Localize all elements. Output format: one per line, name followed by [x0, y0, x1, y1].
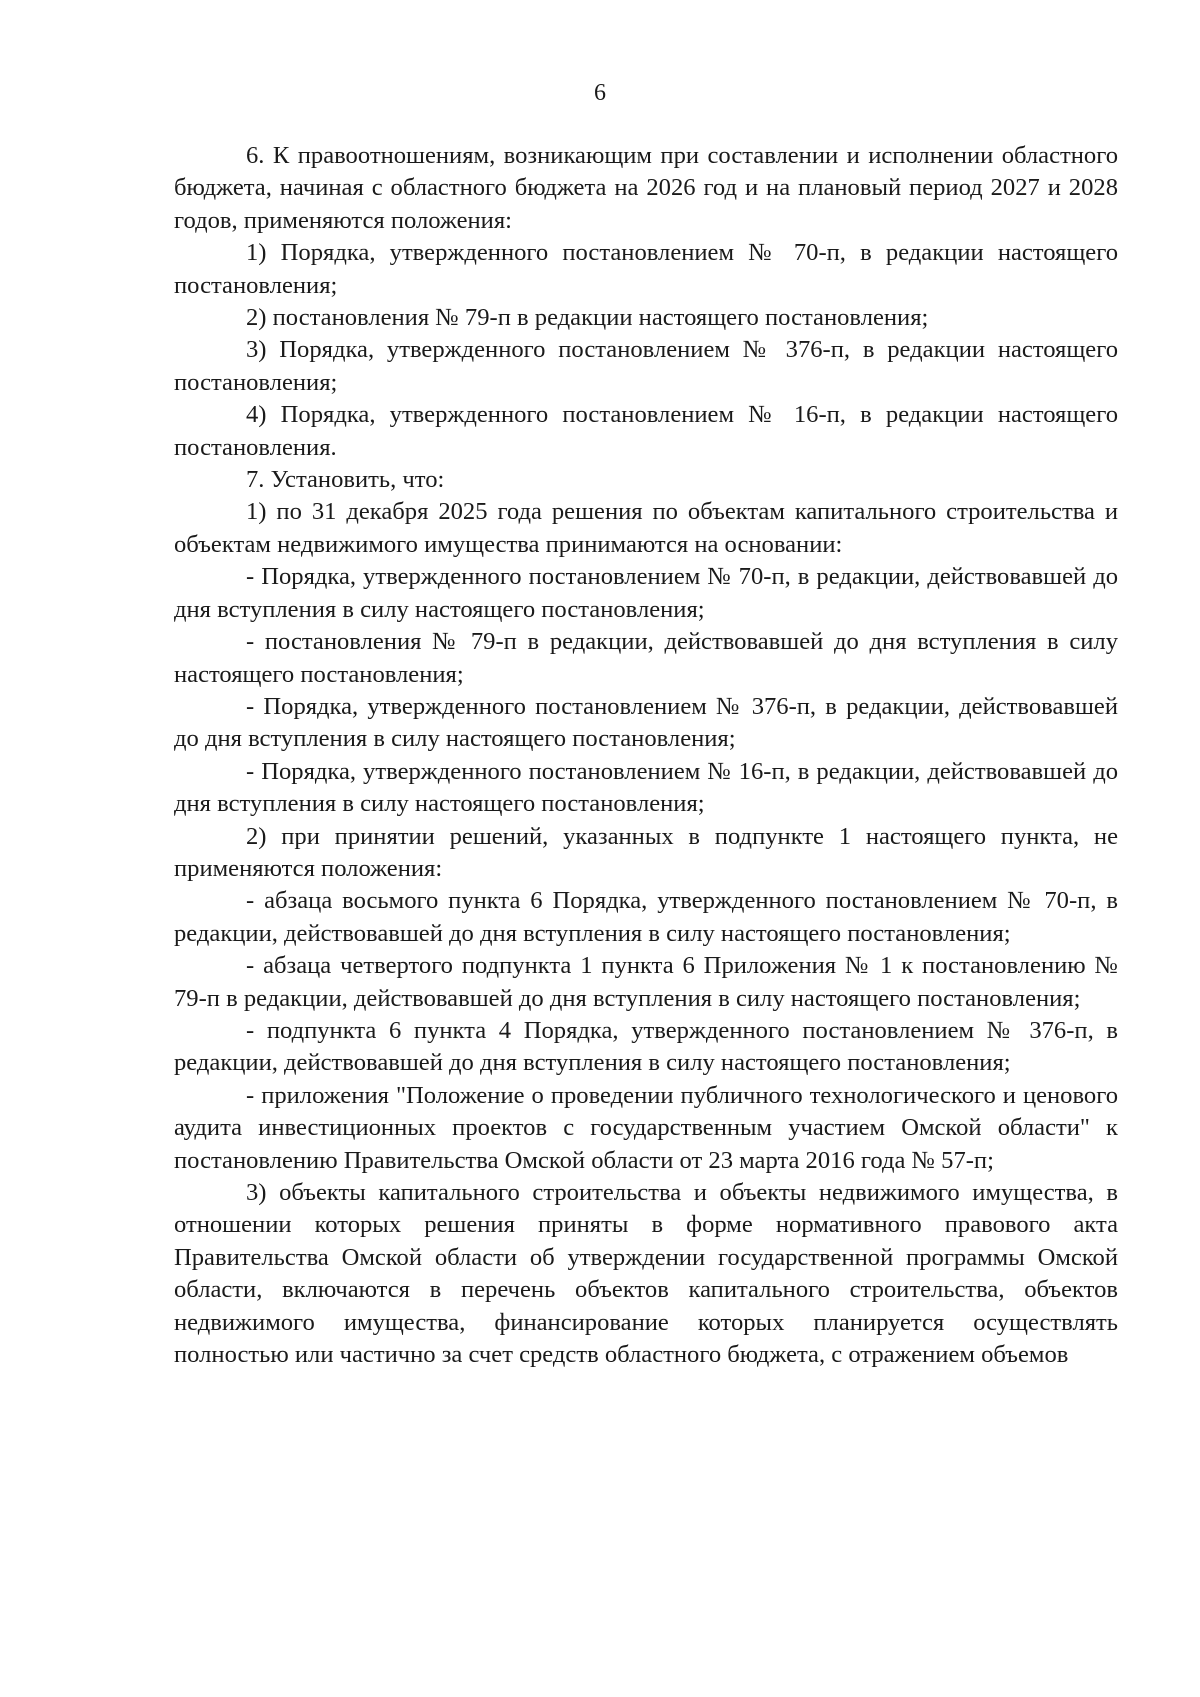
- paragraph-item-7-2: 2) при принятии решений, указанных в подпункте 1 настоящего пункта, не применяются положения:: [174, 822, 1118, 882]
- paragraph-dash-1: - Порядка, утвержденного постановлением № 70-п, в редакции, действовавшей до дня вступления в силу настоящего постановления;: [174, 563, 1118, 623]
- paragraph-dash-4: - Порядка, утвержденного постановлением № 16-п, в редакции, действовавшей до дня вступления в силу настоящего постановления;: [174, 757, 1118, 818]
- paragraph-dash-8: - приложения "Положение о проведении публичного технологического и ценового аудита инвестиционных проектов с государственным участием Омской области" к постановлению Правительства Омской области от 23 марта 2016 года № 57-п;: [174, 1081, 1118, 1174]
- paragraph-item-7-intro: 7. Установить, что:: [246, 466, 445, 494]
- paragraph-dash-7: - подпункта 6 пункта 4 Порядка, утвержденного постановлением № 376-п, в редакции, действовавшей до дня вступления в силу настоящего постановления;: [174, 1016, 1118, 1077]
- paragraph-item-6-1: 1) Порядка, утвержденного постановлением № 70-п, в редакции настоящего постановления;: [174, 239, 1118, 299]
- paragraph-dash-5: - абзаца восьмого пункта 6 Порядка, утвержденного постановлением № 70-п, в редакции, действовавшей до дня вступления в силу настоящего постановления;: [174, 887, 1118, 947]
- paragraph-item-6-2: 2) постановления № 79-п в редакции настоящего постановления;: [246, 304, 929, 332]
- paragraph-dash-3: - Порядка, утвержденного постановлением № 376-п, в редакции, действовавшей до дня вступления в силу настоящего постановления;: [174, 692, 1118, 753]
- paragraph-item-7-3: 3) объекты капитального строительства и объекты недвижимого имущества, в отношении которых решения приняты в форме нормативного правового акта Правительства Омской области об утверждении государственной программы Омской области, включаются в перечень объектов капитального строительства, объектов недвижимого имущества, финансирование которых планируется осуществлять полностью или частично за счет средств областного бюджета, с отражением объемов: [174, 1179, 1118, 1369]
- paragraph-dash-2: - постановления № 79-п в редакции, действовавшей до дня вступления в силу настоящего постановления;: [174, 628, 1118, 688]
- paragraph-item-6-3: 3) Порядка, утвержденного постановлением № 376-п, в редакции настоящего постановления;: [174, 336, 1118, 396]
- paragraph-item-6-intro: 6. К правоотношениям, возникающим при составлении и исполнении областного бюджета, начиная с областного бюджета на 2026 год и на плановый период 2027 и 2028 годов, применяются положения:: [174, 142, 1118, 234]
- page-number: 6: [594, 80, 606, 106]
- document-body: [174, 140, 1118, 1371]
- paragraph-item-6-4: 4) Порядка, утвержденного постановлением № 16-п, в редакции настоящего постановления.: [174, 401, 1118, 461]
- paragraph-item-7-1: 1) по 31 декабря 2025 года решения по объектам капитального строительства и объектам недвижимого имущества принимаются на основании:: [174, 498, 1118, 558]
- paragraph-dash-6: - абзаца четвертого подпункта 1 пункта 6 Приложения № 1 к постановлению № 79-п в редакции, действовавшей до дня вступления в силу настоящего постановления;: [174, 952, 1118, 1012]
